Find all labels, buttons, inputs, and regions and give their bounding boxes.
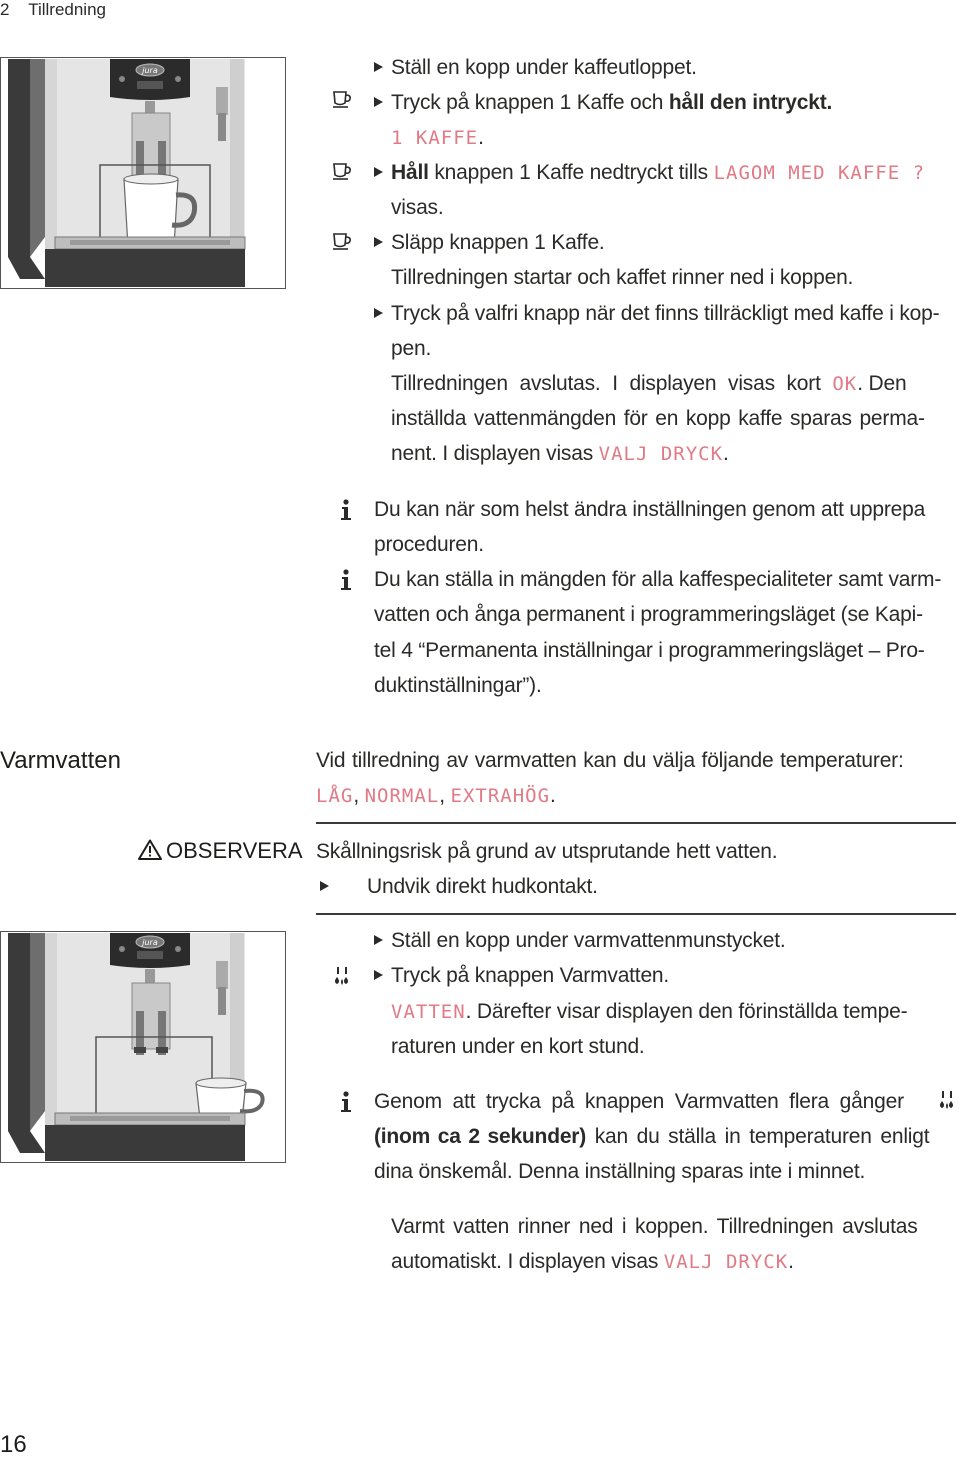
step-5-cont: pen. (391, 337, 432, 360)
display-text: 1 KAFFE (391, 127, 479, 149)
result-line-1: Tillredningen avslutas. I displayen visas kort OK. Den (391, 372, 907, 395)
step-arrow-icon (374, 308, 383, 318)
warning-bottom-rule (316, 913, 956, 915)
info-2-line-4: duktinställningar”). (374, 674, 542, 697)
step-5 (374, 296, 939, 331)
step-1-text: Ställ en kopp under kaffeutloppet. (391, 56, 697, 79)
info-icon (339, 1091, 353, 1113)
coffee-cup-icon (332, 162, 352, 180)
info-2-line-2: vatten och ånga permanent i programmeringsläget (se Kapi- (374, 603, 923, 626)
brand-logo-text: jura (142, 938, 158, 947)
hw-result-line-1: Varmt vatten rinner ned i koppen. Tillredningen avslutas (391, 1215, 918, 1238)
display-text: VATTEN (391, 1001, 466, 1023)
display-text: VALJ DRYCK (598, 443, 724, 465)
info-1-line-1: Du kan när som helst ändra inställningen genom att upprepa (374, 498, 926, 521)
result-line-2: inställda vattenmängden för en kopp kaffe sparas perma- (391, 407, 925, 430)
step-2-text: Tryck på knappen 1 Kaffe och (391, 91, 669, 114)
step-1 (374, 50, 697, 85)
step-2-bold: håll den intryckt. (668, 91, 833, 114)
display-text: LAGOM MED KAFFE ? (713, 162, 926, 184)
display-text: OK (832, 373, 858, 395)
step-arrow-icon (374, 167, 383, 177)
display-text: LÅG (316, 785, 354, 807)
warning-action: Undvik direkt hudkontakt. (316, 869, 598, 904)
section-heading: Varmvatten (0, 747, 121, 774)
info-2-line-3: tel 4 “Permanenta inställningar i programmeringsläget – Pro- (374, 639, 925, 662)
step-5-text: Tryck på valfri knapp när det finns tillräckligt med kaffe i kop- (391, 302, 940, 325)
step-3-text: knappen 1 Kaffe nedtryckt tills (428, 161, 714, 184)
step-arrow-icon (374, 237, 383, 247)
hw-step-1: Ställ en kopp under varmvattenmunstycket. (374, 923, 786, 958)
hw-step-2-result: VATTEN. Därefter visar displayen den förinställda tempe- (391, 1000, 908, 1023)
brand-logo-text: jura (142, 66, 158, 75)
step-3-cont: visas. (391, 196, 444, 219)
hw-result-line-2: automatiskt. I displayen visas VALJ DRYCK. (391, 1250, 794, 1273)
step-3-bold: Håll (391, 161, 429, 184)
step-4 (374, 225, 605, 260)
step-arrow-icon (374, 970, 383, 980)
warning-top-rule (316, 822, 956, 824)
page-number: 16 (0, 1431, 27, 1458)
hw-info-line-1: Genom att trycka på knappen Varmvatten flera gånger (374, 1090, 904, 1113)
display-text: EXTRAHÖG (450, 785, 551, 807)
step-arrow-icon (374, 62, 383, 72)
step-arrow-icon (374, 97, 383, 107)
varmvatten-intro: Vid tillredning av varmvatten kan du välja följande temperaturer: (316, 749, 904, 772)
step-arrow-icon (320, 881, 329, 891)
info-1-line-2: proceduren. (374, 533, 484, 556)
hw-info-line-2: (inom ca 2 sekunder) kan du ställa in temperaturen enligt (374, 1125, 930, 1148)
hot-water-icon (938, 1090, 956, 1110)
coffee-cup-icon (332, 90, 352, 108)
step-4-text: Släpp knappen 1 Kaffe. (391, 231, 605, 254)
warning-label: OBSERVERA (138, 834, 303, 868)
hw-info-line-3: dina önskemål. Denna inställning sparas inte i minnet. (374, 1160, 866, 1183)
header-chapter: Tillredning (28, 0, 106, 19)
warning-triangle-icon (138, 839, 162, 860)
display-1-kaffe: 1 KAFFE. (391, 126, 484, 149)
coffee-cup-icon (332, 232, 352, 250)
info-2-line-1: Du kan ställa in mängden för alla kaffespecialiteter samt varm- (374, 568, 942, 591)
hot-water-machine-illustration (0, 931, 286, 1163)
display-text: NORMAL (364, 785, 440, 807)
hw-step-2-result-cont: raturen under en kort stund. (391, 1035, 645, 1058)
warning-text: Skållningsrisk på grund av utsprutande hett vatten. (316, 840, 778, 863)
result-line-3: nent. I displayen visas VALJ DRYCK. (391, 442, 729, 465)
temperature-options: LÅG, NORMAL, EXTRAHÖG. (316, 784, 556, 807)
info-icon (339, 569, 353, 591)
info-icon (339, 499, 353, 521)
coffee-machine-illustration (0, 57, 286, 289)
hot-water-icon (333, 966, 351, 986)
step-4-result: Tillredningen startar och kaffet rinner ned i koppen. (391, 266, 854, 289)
step-2 (374, 85, 832, 120)
hw-step-2: Tryck på knappen Varmvatten. (374, 958, 669, 993)
page-header (0, 0, 106, 22)
header-page-num: 2 (0, 0, 10, 19)
step-3 (374, 155, 925, 191)
display-text: VALJ DRYCK (663, 1251, 789, 1273)
step-arrow-icon (374, 935, 383, 945)
